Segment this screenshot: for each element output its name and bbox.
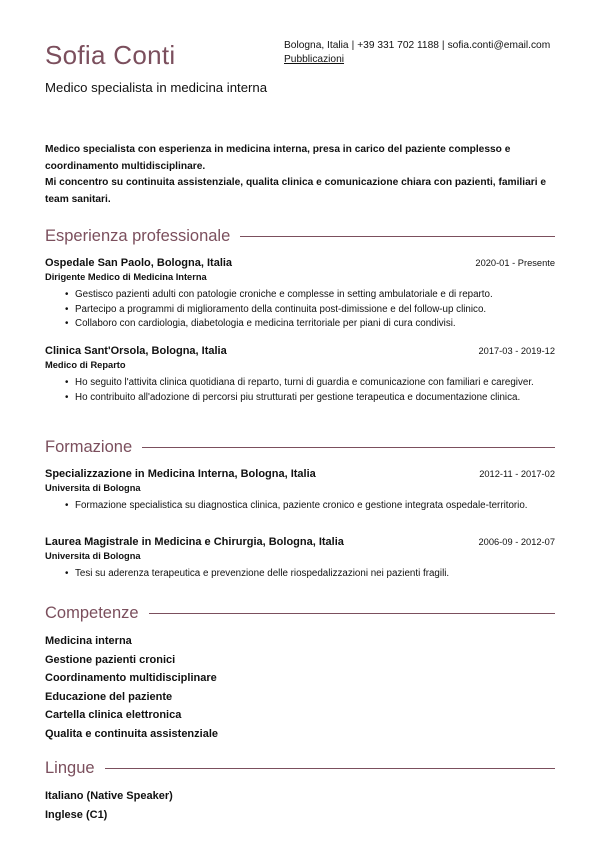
publications-link[interactable]: Pubblicazioni bbox=[284, 54, 345, 65]
section-title: Formazione bbox=[45, 438, 133, 456]
entry-title: Laurea Magistrale in Medicina e Chirurgia, Bologna, Italia bbox=[45, 536, 344, 548]
experience-entry bbox=[45, 345, 555, 405]
experience-entry bbox=[45, 257, 555, 332]
entry-dates: 2006-09 - 2012-07 bbox=[478, 537, 555, 547]
candidate-name: Sofia Conti bbox=[45, 40, 176, 70]
section-education-heading bbox=[45, 438, 555, 457]
entry-title: Clinica Sant'Orsola, Bologna, Italia bbox=[45, 345, 227, 357]
languages-list bbox=[45, 787, 173, 824]
skill-item: Qualita e continuita assistenziale bbox=[45, 727, 218, 740]
entry-dates: 2017-03 - 2019-12 bbox=[478, 346, 555, 356]
entry-bullets bbox=[45, 567, 555, 582]
bullet-item: • Tesi su aderenza terapeutica e prevenzione delle riospedalizzazioni nei pazienti fragili. bbox=[75, 567, 555, 582]
section-languages-heading bbox=[45, 759, 555, 778]
entry-bullets bbox=[45, 499, 555, 514]
entry-title: Specializzazione in Medicina Interna, Bologna, Italia bbox=[45, 468, 316, 480]
skills-list bbox=[45, 632, 218, 743]
bullet-item: • Partecipo a programmi di miglioramento della continuita post-dimissione e del follow-up clinico. bbox=[75, 303, 555, 318]
candidate-headline: Medico specialista in medicina interna bbox=[45, 80, 268, 95]
contact-separator: | bbox=[441, 40, 445, 51]
education-entry bbox=[45, 536, 555, 582]
section-divider bbox=[105, 768, 555, 769]
contact-location: Bologna, Italia bbox=[284, 40, 349, 51]
entry-role: Medico di Reparto bbox=[45, 360, 126, 370]
contact-email[interactable]: sofia.conti@email.com bbox=[447, 40, 551, 51]
bullet-item: • Collaboro con cardiologia, diabetologia e medicina territoriale per piani di cura condivisi. bbox=[75, 317, 555, 332]
contact-info bbox=[284, 39, 550, 67]
skill-item: Gestione pazienti cronici bbox=[45, 653, 176, 666]
section-divider bbox=[142, 447, 555, 448]
entry-role: Dirigente Medico di Medicina Interna bbox=[45, 272, 207, 282]
bullet-item: • Formazione specialistica su diagnostica clinica, paziente cronico e gestione integrata ospedale-territorio. bbox=[75, 499, 555, 514]
section-title: Esperienza professionale bbox=[45, 227, 231, 245]
section-title: Lingue bbox=[45, 759, 95, 777]
summary-line: Mi concentro su continuita assistenziale, qualita clinica e comunicazione chiara con pazienti, familiari e team sanitari. bbox=[45, 177, 547, 205]
education-entry bbox=[45, 468, 555, 514]
entry-dates: 2012-11 - 2017-02 bbox=[479, 469, 555, 479]
language-item: Italiano (Native Speaker) bbox=[45, 790, 173, 802]
summary-line: Medico specialista con esperienza in medicina interna, presa in carico del paziente complesso e coordinamento multidisciplinare. bbox=[45, 144, 511, 172]
bullet-item: • Gestisco pazienti adulti con patologie croniche e complesse in setting ambulatoriale e di reparto. bbox=[75, 288, 555, 303]
section-divider bbox=[149, 613, 555, 614]
language-item: Inglese (C1) bbox=[45, 808, 108, 821]
section-experience-heading bbox=[45, 227, 555, 246]
contact-phone: +39 331 702 1188 bbox=[357, 40, 439, 51]
entry-dates: 2020-01 - Presente bbox=[475, 258, 555, 268]
entry-bullets bbox=[45, 288, 555, 332]
bullet-item: • Ho seguito l'attivita clinica quotidiana di reparto, turni di guardia e comunicazione con familiari e caregiver. bbox=[75, 376, 555, 391]
section-divider bbox=[240, 236, 555, 237]
bullet-item: • Ho contribuito all'adozione di percorsi piu strutturati per gestione terapeutica e documentazione clinica. bbox=[75, 391, 555, 406]
section-title: Competenze bbox=[45, 604, 139, 622]
entry-institution: Universita di Bologna bbox=[45, 483, 141, 493]
skill-item: Educazione del paziente bbox=[45, 690, 173, 703]
entry-bullets bbox=[45, 376, 555, 405]
entry-title: Ospedale San Paolo, Bologna, Italia bbox=[45, 257, 233, 269]
section-skills-heading bbox=[45, 604, 555, 623]
contact-separator: | bbox=[351, 40, 355, 51]
skill-item: Coordinamento multidisciplinare bbox=[45, 672, 217, 684]
skill-item: Cartella clinica elettronica bbox=[45, 709, 182, 721]
profile-summary bbox=[45, 142, 557, 208]
entry-institution: Universita di Bologna bbox=[45, 551, 141, 561]
skill-item: Medicina interna bbox=[45, 635, 132, 647]
